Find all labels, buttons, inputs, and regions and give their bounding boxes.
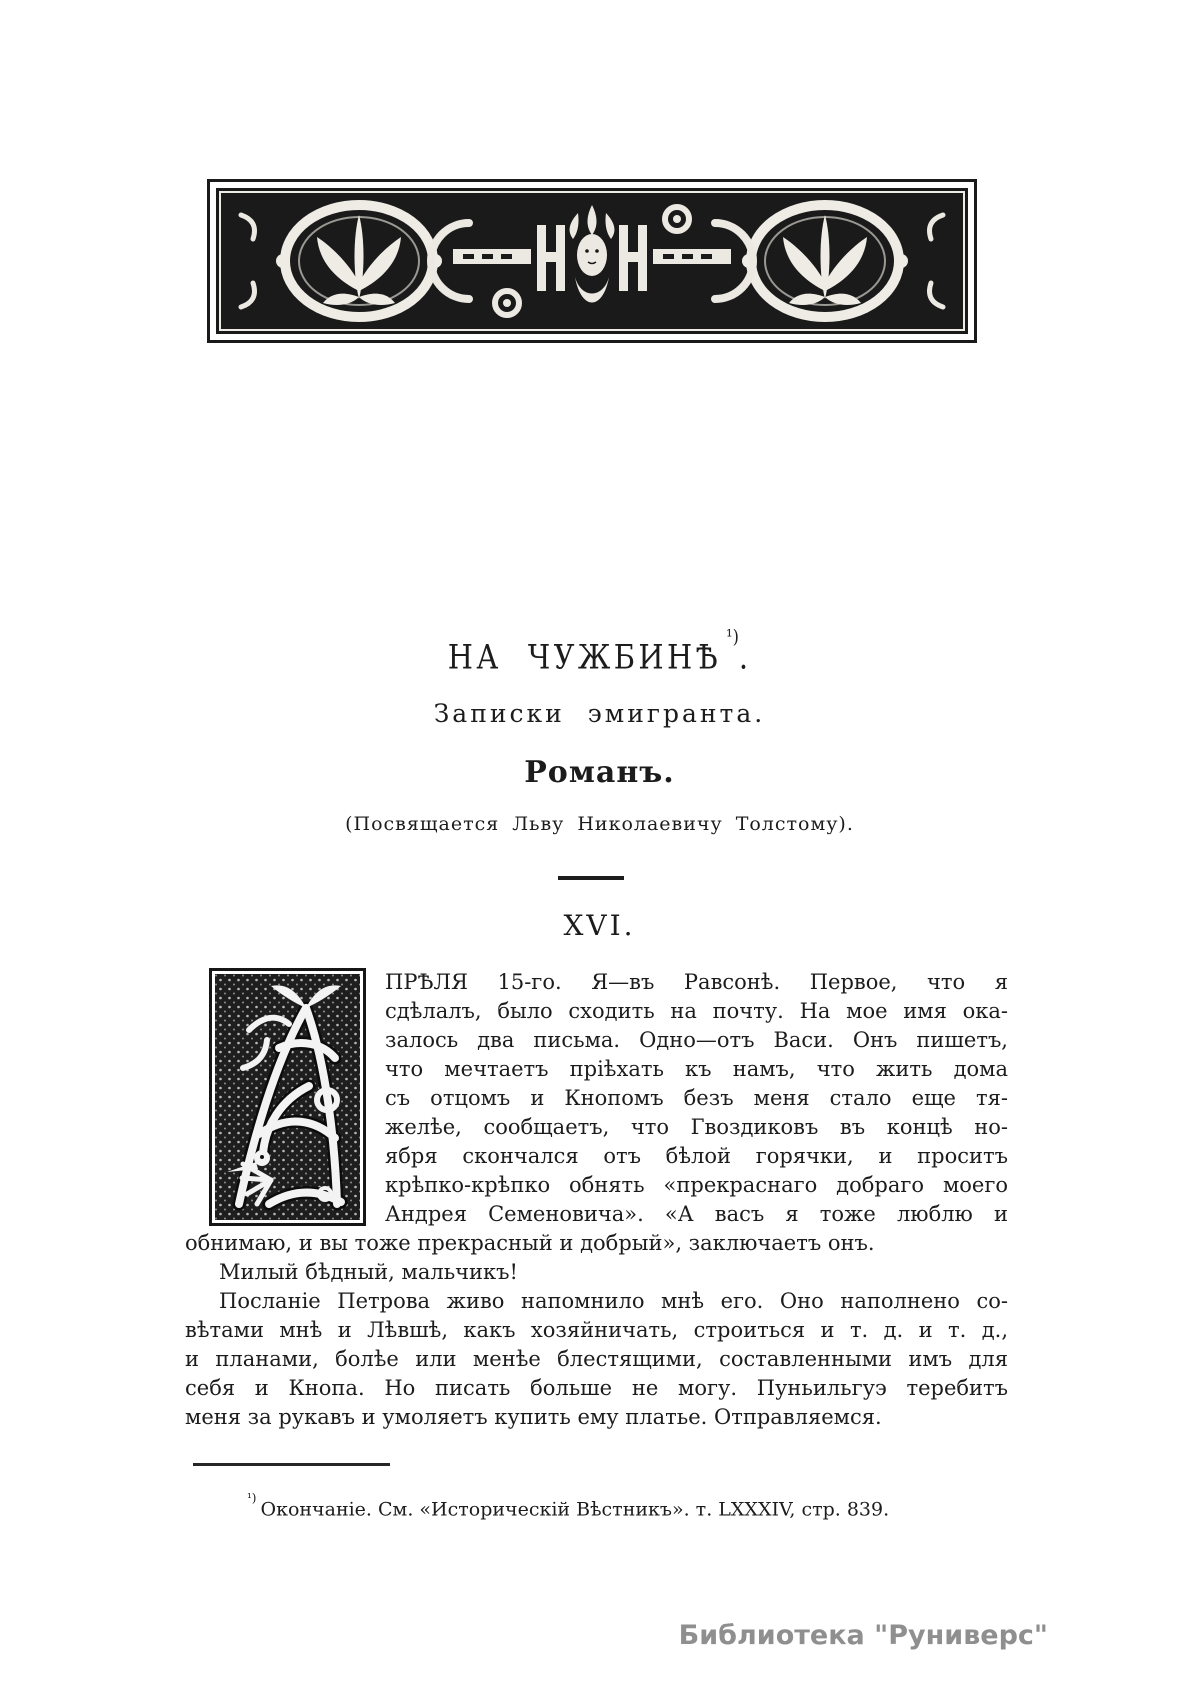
- subtitle: Записки эмигранта.: [433, 699, 766, 728]
- text-line: залось два письма. Одно—отъ Васи. Онъ пишетъ,: [385, 1028, 1008, 1052]
- text-line: обнимаю, и вы тоже прекрасный и добрый», заключаетъ онъ.: [185, 1231, 875, 1255]
- text-line: и планами, болѣе или менѣе блестящими, составленными имъ для: [185, 1347, 1008, 1371]
- footnote: [185, 1491, 1008, 1522]
- title-text: НА ЧУЖБИНѢ: [447, 637, 721, 678]
- text-line: что мечтаетъ пріѣхать къ намъ, что жить дома: [385, 1057, 1008, 1081]
- text-line: вѣтами мнѣ и Лѣвшѣ, какъ хозяйничать, строиться и т. д. и т. д.,: [185, 1318, 1008, 1342]
- text-line: Посланіе Петрова живо напомнило мнѣ его. Оно наполнено со-: [219, 1289, 1008, 1313]
- text-line: Андрея Семеновича». «А васъ я тоже люблю и: [385, 1202, 1008, 1226]
- footnote-rule: [193, 1463, 390, 1466]
- page-title: [0, 626, 1199, 678]
- text-line: съ отцомъ и Кнопомъ безъ меня стало еще тя-: [385, 1086, 1008, 1110]
- title-footnote-ref: ¹): [725, 626, 739, 648]
- body-text-column: [185, 968, 1008, 1432]
- header-ornament-band-icon: [207, 179, 977, 343]
- text-line: крѣпко-крѣпко обнять «прекраснаго добраго моего: [385, 1173, 1008, 1197]
- text-line: себя и Кнопа. Но писать больше не могу. Пуньильгуэ теребитъ: [185, 1376, 1008, 1400]
- text-line: желѣе, сообщаетъ, что Гвоздиковъ въ концѣ но-: [385, 1115, 1008, 1139]
- genre-label: Романъ.: [524, 755, 675, 790]
- section-divider-rule: [558, 876, 624, 880]
- text-line: ПРѢЛЯ 15-го. Я—въ Равсонѣ. Первое, что я: [385, 970, 1008, 994]
- footnote-marker: ¹): [247, 1491, 257, 1505]
- text-line: Милый бѣдный, мальчикъ!: [219, 1260, 518, 1284]
- title-period: .: [738, 637, 752, 678]
- library-watermark: Библиотека "Руниверс": [678, 1620, 1048, 1651]
- text-line: ября скончался отъ бѣлой горячки, и проситъ: [385, 1144, 1008, 1168]
- chapter-heading: XVI.: [563, 909, 636, 942]
- dedication-line: (Посвящается Льву Николаевичу Толстому).: [345, 813, 854, 835]
- body-lines: [185, 968, 1008, 1432]
- text-line: сдѣлалъ, было сходить на почту. На мое имя ока-: [385, 999, 1008, 1023]
- text-line: меня за рукавъ и умоляетъ купить ему платье. Отправляемся.: [185, 1405, 882, 1429]
- footnote-text: Окончаніе. См. «Историческій Вѣстникъ». т. LXXXIV, стр. 839.: [260, 1498, 890, 1521]
